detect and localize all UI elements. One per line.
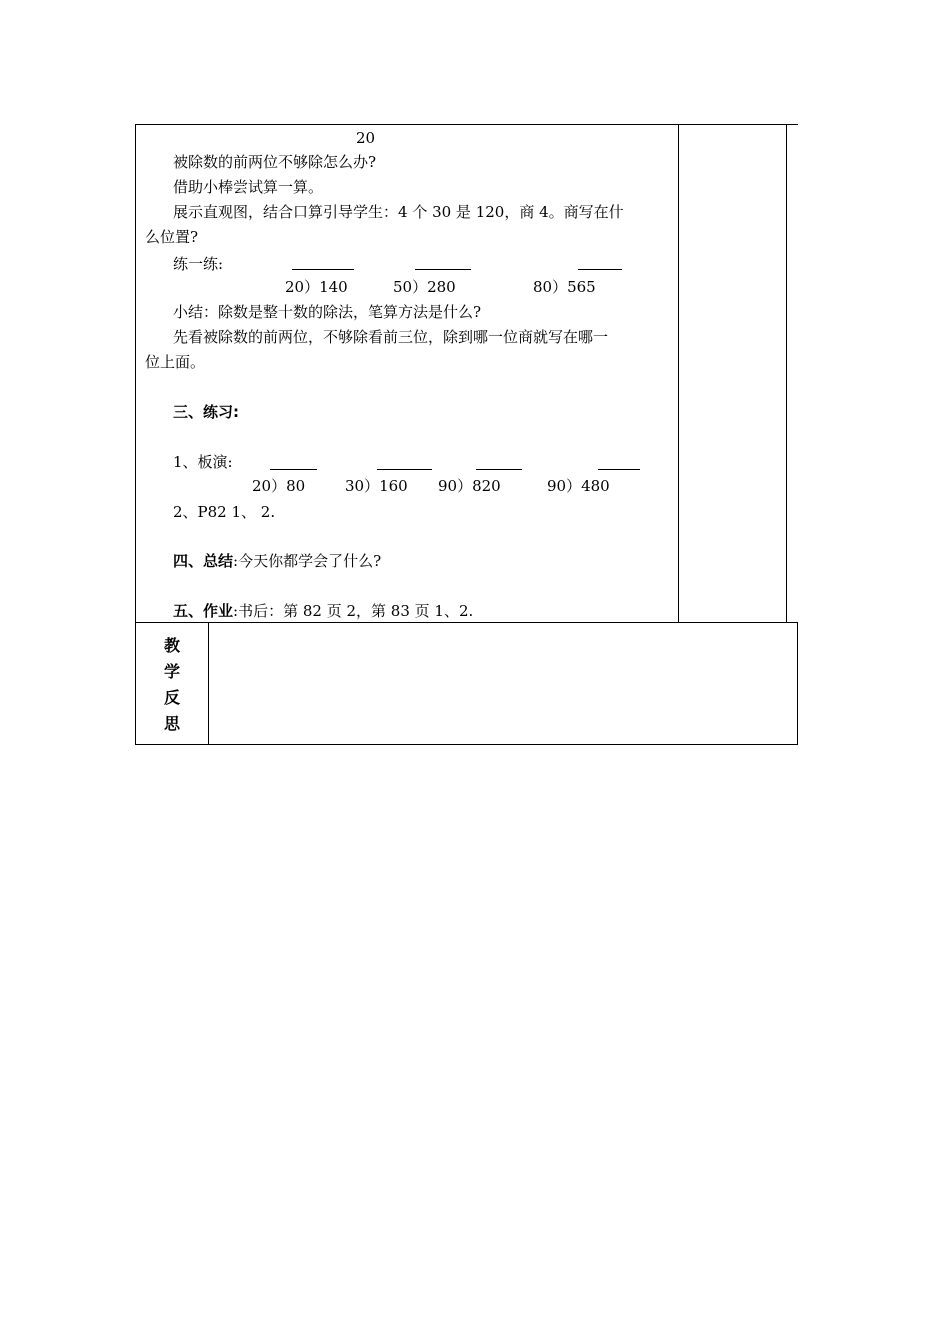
board-item-3: 90）820	[438, 477, 501, 495]
board-quotient-line-4	[598, 469, 640, 470]
method-line-2: 位上面。	[145, 353, 206, 371]
practice-item-2-line: 2、P82 1、 2.	[173, 503, 276, 521]
practice-quotient-line-1	[292, 269, 354, 270]
section-5-line	[173, 600, 473, 622]
question-line-1: 被除数的前两位不够除怎么办?	[173, 153, 377, 171]
reflection-char-1: 教	[163, 636, 180, 655]
table-border-top	[136, 124, 798, 125]
summary-line: 小结：除数是整十数的除法，笔算方法是什么?	[173, 303, 482, 321]
board-item-2: 30）160	[345, 477, 408, 495]
board-quotient-line-2	[377, 469, 432, 470]
table-border-bottom	[136, 744, 798, 745]
reflection-label-divider	[208, 623, 209, 745]
section-5-heading: 五、作业	[173, 602, 234, 620]
table-border-right	[797, 623, 798, 745]
method-line-1: 先看被除数的前两位，不够除看前三位，除到哪一位商就写在哪一	[173, 328, 609, 346]
practice-quotient-line-2	[415, 269, 471, 270]
table-divider-right	[786, 124, 787, 623]
board-label: 1、板演:	[173, 453, 233, 471]
board-item-1: 20）80	[252, 477, 306, 495]
board-quotient-line-3	[476, 469, 522, 470]
explanation-line-1: 展示直观图，结合口算引导学生：4 个 30 是 120，商 4。商写在什	[173, 203, 624, 221]
practice-label: 练一练:	[173, 255, 224, 273]
table-divider-mid	[678, 124, 679, 623]
practice-item-3: 80）565	[533, 278, 596, 296]
practice-item-2: 50）280	[393, 278, 456, 296]
section-4-text: :今天你都学会了什么?	[233, 552, 382, 570]
top-number: 20	[356, 129, 376, 147]
section-4-line	[173, 550, 381, 572]
explanation-line-2: 么位置?	[145, 228, 199, 246]
board-item-4: 90）480	[547, 477, 610, 495]
reflection-char-3: 反	[163, 688, 180, 707]
board-quotient-line-1	[270, 469, 317, 470]
question-line-2: 借助小棒尝试算一算。	[173, 178, 324, 196]
section-5-text: :书后：第 82 页 2，第 83 页 1、2.	[233, 602, 474, 620]
table-row-separator	[136, 622, 798, 623]
reflection-char-2: 学	[163, 662, 180, 681]
practice-item-1: 20）140	[285, 278, 348, 296]
practice-quotient-line-3	[578, 269, 622, 270]
reflection-char-4: 思	[163, 714, 180, 733]
section-3-heading: 三、练习:	[173, 403, 239, 421]
section-4-heading: 四、总结	[173, 552, 234, 570]
